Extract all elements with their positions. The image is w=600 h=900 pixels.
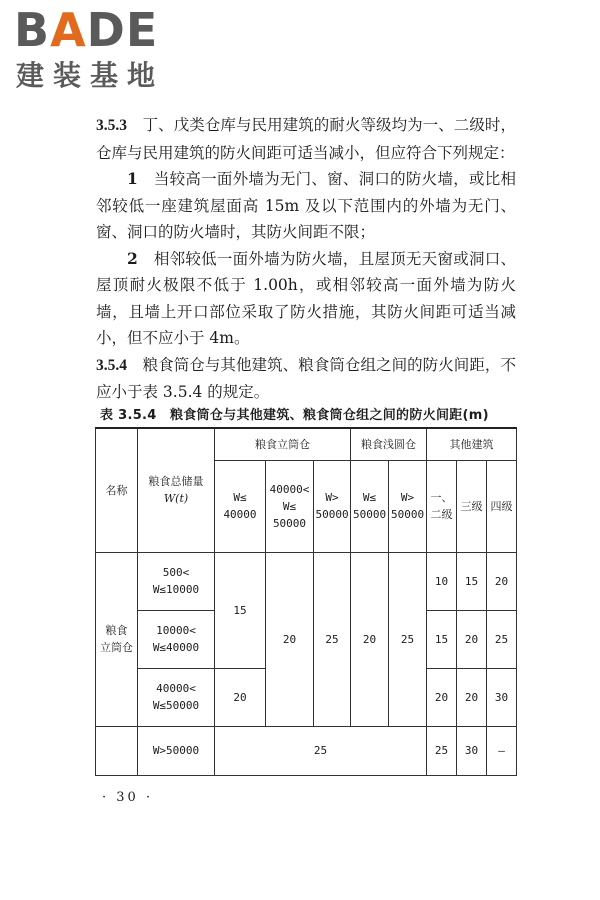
row-range: W>50000 bbox=[138, 726, 215, 775]
clause-3-5-3-item-2: 2 相邻较低一面外墙为防火墙，且屋顶无天窗或洞口、屋顶耐火极限不低于 1.00h，或相邻较高一面外墙为防火墙，且墙上开口部位采取了防火措施，其防火间距可适当减小，但不应小于 4m。 bbox=[96, 248, 516, 347]
clause-3-5-3: 3.5.3 丁、戊类仓库与民用建筑的耐火等级均为一、二级时，仓库与民用建筑的防火间距可适当减小，但应符合下列规定： bbox=[96, 116, 516, 162]
header-o-col1: 一、 二级 bbox=[427, 460, 457, 552]
row-group-label-empty bbox=[96, 726, 138, 775]
cell-row4-span: 25 bbox=[215, 726, 427, 775]
table-row bbox=[96, 726, 517, 775]
cell-v2-merged: 20 bbox=[266, 552, 314, 726]
header-shallow-silo: 粮食浅圆仓 bbox=[351, 428, 427, 460]
header-v-col1: W≤ 40000 bbox=[215, 460, 266, 552]
cell-o3: 30 bbox=[487, 668, 517, 726]
header-s-col2: W> 50000 bbox=[389, 460, 427, 552]
table-caption: 表 3.5.4 粮食筒仓与其他建筑、粮食筒仓组之间的防火间距(m) bbox=[100, 408, 489, 423]
header-name: 名称 bbox=[96, 428, 138, 552]
cell-o3: 25 bbox=[487, 610, 517, 668]
header-other-buildings: 其他建筑 bbox=[427, 428, 517, 460]
cell-v3-merged: 25 bbox=[314, 552, 351, 726]
cell-o3: — bbox=[487, 726, 517, 775]
header-s-col1: W≤ 50000 bbox=[351, 460, 389, 552]
cell-v1-merged: 15 bbox=[215, 552, 266, 668]
cell-o3: 20 bbox=[487, 552, 517, 610]
row-group-label: 粮食 立筒仓 bbox=[96, 552, 138, 726]
document-body bbox=[96, 112, 516, 406]
header-v-col3: W> 50000 bbox=[314, 460, 351, 552]
logo-wordmark: BADE bbox=[14, 3, 159, 57]
cell-s2-merged: 25 bbox=[389, 552, 427, 726]
header-vertical-silo: 粮食立筒仓 bbox=[215, 428, 351, 460]
header-o-col3: 四级 bbox=[487, 460, 517, 552]
table-header-row-1 bbox=[96, 428, 517, 460]
cell-o2: 20 bbox=[457, 610, 487, 668]
header-o-col2: 三级 bbox=[457, 460, 487, 552]
fire-separation-table bbox=[95, 427, 517, 776]
row-range: 500< W≤10000 bbox=[138, 552, 215, 610]
page-number: · 30 · bbox=[102, 790, 154, 805]
clause-3-5-4: 3.5.4 粮食筒仓与其他建筑、粮食筒仓组之间的防火间距，不应小于表 3.5.4 的规定。 bbox=[96, 355, 516, 401]
cell-o1: 15 bbox=[427, 610, 457, 668]
table-row bbox=[96, 552, 517, 610]
cell-o2: 30 bbox=[457, 726, 487, 775]
cell-o1: 25 bbox=[427, 726, 457, 775]
cell-o1: 10 bbox=[427, 552, 457, 610]
cell-v1-row3: 20 bbox=[215, 668, 266, 726]
cell-o2: 20 bbox=[457, 668, 487, 726]
cell-s1-merged: 20 bbox=[351, 552, 389, 726]
header-storage: 粮食总储量 W(t) bbox=[138, 428, 215, 552]
header-v-col2: 40000< W≤ 50000 bbox=[266, 460, 314, 552]
row-range: 40000< W≤50000 bbox=[138, 668, 215, 726]
logo-subtitle: 建装基地 bbox=[16, 59, 165, 92]
cell-o2: 15 bbox=[457, 552, 487, 610]
row-range: 10000< W≤40000 bbox=[138, 610, 215, 668]
brand-logo bbox=[14, 4, 184, 96]
clause-3-5-3-item-1: 1 当较高一面外墙为无门、窗、洞口的防火墙，或比相邻较低一座建筑屋面高 15m 及以下范围内的外墙为无门、窗、洞口的防火墙时，其防火间距不限； bbox=[96, 169, 516, 241]
cell-o1: 20 bbox=[427, 668, 457, 726]
